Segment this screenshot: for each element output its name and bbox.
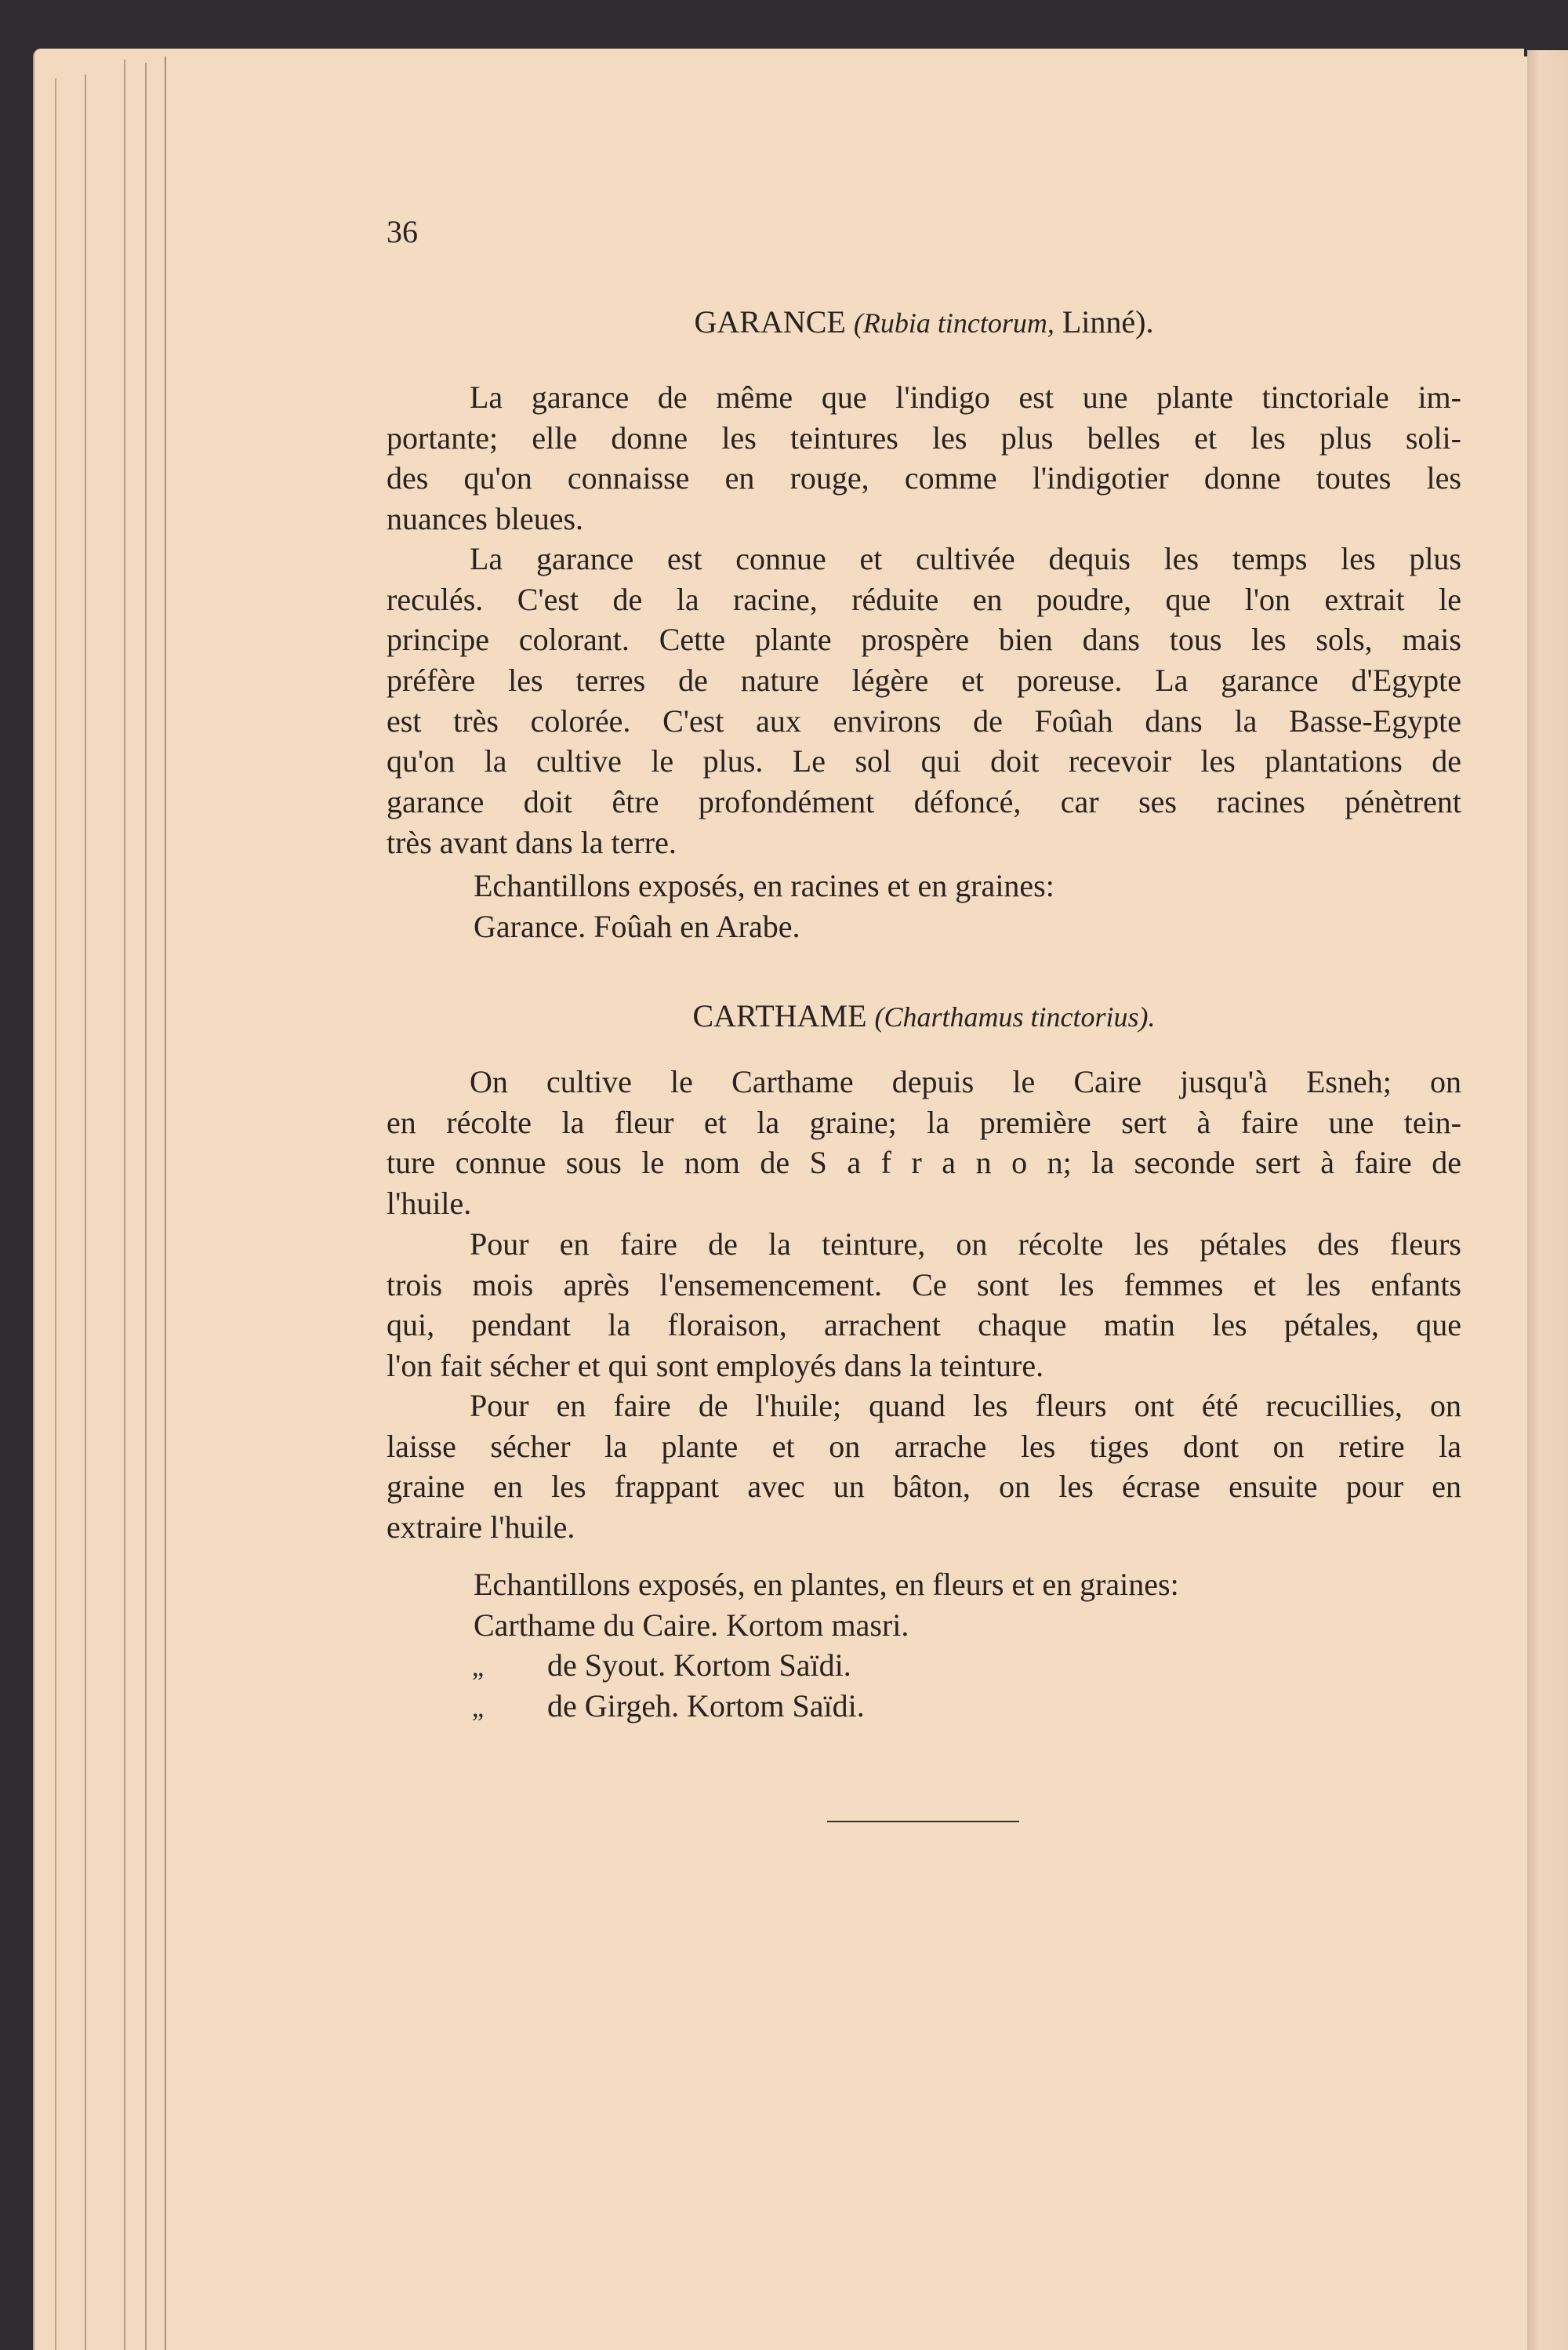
- text-line: principe colorant. Cette plante prospère bien dans tous les sols, mais: [387, 622, 1461, 658]
- section-heading: [387, 302, 1461, 343]
- text-line: garance doit être profondément défoncé, car ses racines pénètrent: [387, 784, 1461, 820]
- heading-latin-name: (Rubia tinctorum,: [853, 307, 1054, 339]
- heading-author: Linné).: [1062, 304, 1154, 340]
- text-line: La garance est connue et cultivée dequis les temps les plus: [470, 541, 1461, 576]
- paragraph: [387, 1062, 1461, 1224]
- text-line: l'huile.: [387, 1186, 472, 1222]
- text-line: trois mois après l'ensemencement. Ce sont les femmes et les enfants: [387, 1266, 1461, 1302]
- text-line: Pour en faire de la teinture, on récolte les pétales des fleurs: [470, 1226, 1461, 1262]
- heading-title: GARANCE: [694, 304, 846, 340]
- paragraph: [387, 1386, 1461, 1548]
- text-line: qui, pendant la floraison, arrachent chaque matin les pétales, que: [387, 1307, 1461, 1343]
- sample-item: Garance. Foûah en Arabe.: [474, 908, 800, 944]
- samples-list: [387, 866, 1461, 946]
- text-line: très avant dans la terre.: [387, 824, 677, 860]
- paragraph: [387, 539, 1461, 863]
- paragraph: [387, 1224, 1461, 1386]
- text-line: reculés. C'est de la racine, réduite en poudre, que l'on extrait le: [387, 581, 1461, 617]
- text-line: en récolte la fleur et la graine; la première sert à faire une tein-: [387, 1104, 1461, 1140]
- text-line: laisse sécher la plante et on arrache les tiges dont on retire la: [387, 1428, 1461, 1464]
- paragraph: [387, 377, 1461, 539]
- text-line: ture connue sous le nom de S a f r a n o n; la seconde sert à faire de: [387, 1145, 1461, 1181]
- sample-text: de Girgeh. Kortom Saïdi.: [547, 1688, 865, 1724]
- page-number: 36: [387, 214, 418, 249]
- text-line: extraire l'huile.: [387, 1509, 575, 1545]
- ditto-mark: „: [472, 1653, 485, 1683]
- text-line: l'on fait sécher et qui sont employés dans la teinture.: [387, 1348, 1044, 1384]
- ditto-mark: „: [472, 1694, 485, 1723]
- text-line: préfère les terres de nature légère et poreuse. La garance d'Egypte: [387, 663, 1461, 699]
- samples-intro: Echantillons exposés, en racines et en graines:: [474, 868, 1054, 903]
- text-line: La garance de même que l'indigo est une plante tinctoriale im-: [470, 380, 1461, 415]
- text-line: nuances bleues.: [387, 501, 584, 537]
- heading-latin-name: (Charthamus tinctorius).: [874, 1001, 1156, 1033]
- text-line: On cultive le Carthame depuis le Caire jusqu'à Esneh; on: [470, 1064, 1461, 1099]
- section-end-rule: [827, 1821, 1019, 1822]
- text-line: qu'on la cultive le plus. Le sol qui doit recevoir les plantations de: [387, 743, 1461, 779]
- text-line: graine en les frappant avec un bâton, on les écrase ensuite pour en: [387, 1469, 1461, 1505]
- text-line: portante; elle donne les teintures les plus belles et les plus soli-: [387, 420, 1461, 456]
- next-page-edge: [1527, 50, 1568, 2350]
- heading-title: CARTHAME: [692, 998, 867, 1033]
- sample-item: Carthame du Caire. Kortom masri.: [474, 1607, 909, 1643]
- samples-intro: Echantillons exposés, en plantes, en fleurs et en graines:: [474, 1567, 1179, 1602]
- text-line: est très colorée. C'est aux environs de Foûah dans la Basse-Egypte: [387, 703, 1461, 739]
- sample-text: de Syout. Kortom Saïdi.: [547, 1647, 851, 1684]
- sample-item: [387, 1645, 1461, 1686]
- sample-item: [387, 1686, 1461, 1727]
- samples-list: [387, 1564, 1461, 1727]
- section-heading: [387, 996, 1461, 1037]
- text-line: des qu'on connaisse en rouge, comme l'indigotier donne toutes les: [387, 460, 1461, 496]
- text-line: Pour en faire de l'huile; quand les fleurs ont été recucillies, on: [470, 1388, 1461, 1423]
